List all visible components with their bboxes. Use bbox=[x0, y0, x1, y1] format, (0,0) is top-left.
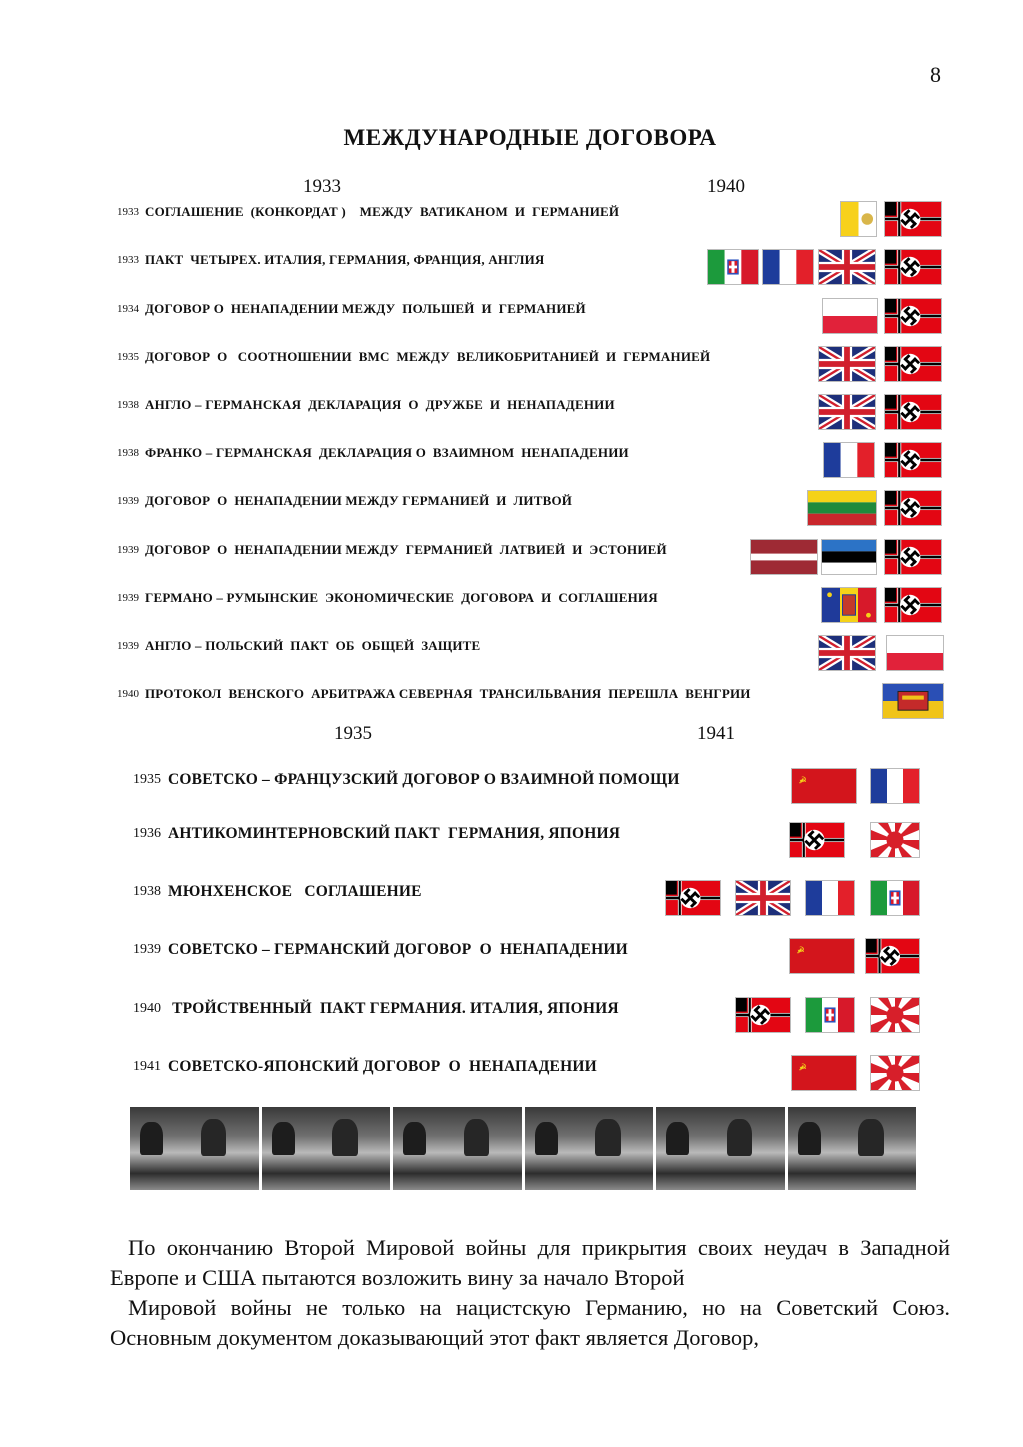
treaty-row bbox=[117, 345, 710, 369]
treaty-year: 1936 bbox=[133, 826, 161, 841]
flag-italy-icon bbox=[707, 249, 759, 285]
treaty-row bbox=[117, 200, 619, 224]
treaty-row bbox=[133, 938, 628, 962]
treaty-title: СОВЕТСКО – ГЕРМАНСКИЙ ДОГОВОР О НЕНАПАДЕНИИ bbox=[168, 941, 628, 958]
section1-year-start: 1933 bbox=[303, 176, 341, 197]
treaty-title: АНГЛО – ГЕРМАНСКАЯ ДЕКЛАРАЦИЯ О ДРУЖБЕ И НЕНАПАДЕНИИ bbox=[145, 397, 615, 412]
treaty-title: МЮНХЕНСКОЕ СОГЛАШЕНИЕ bbox=[168, 883, 422, 900]
treaty-row bbox=[117, 393, 615, 417]
flag-italy-icon bbox=[870, 880, 920, 916]
flag-nazi-germany-icon bbox=[884, 490, 942, 526]
treaty-year: 1939 bbox=[117, 495, 139, 507]
flag-uk-icon bbox=[818, 635, 876, 671]
flag-ussr-icon bbox=[789, 938, 855, 974]
treaty-year: 1935 bbox=[117, 351, 139, 363]
treaty-signing-photo bbox=[130, 1107, 259, 1190]
treaty-signing-photo bbox=[393, 1107, 522, 1190]
flag-japan-icon bbox=[870, 1055, 920, 1091]
flag-nazi-germany-icon bbox=[884, 201, 942, 237]
treaty-year: 1933 bbox=[117, 254, 139, 266]
treaty-title: ДОГОВОР О НЕНАПАДЕНИИ МЕЖДУ ГЕРМАНИЕЙ ЛАТВИЕЙ И ЭСТОНИЕЙ bbox=[145, 542, 667, 557]
treaty-title: ПРОТОКОЛ ВЕНСКОГО АРБИТРАЖА СЕВЕРНАЯ ТРАНСИЛЬВАНИЯ ПЕРЕШЛА ВЕНГРИИ bbox=[145, 686, 751, 701]
treaty-row bbox=[117, 682, 751, 706]
treaty-title: АНТИКОМИНТЕРНОВСКИЙ ПАКТ ГЕРМАНИЯ, ЯПОНИЯ bbox=[168, 825, 621, 842]
treaty-title: ГЕРМАНО – РУМЫНСКИЕ ЭКОНОМИЧЕСКИЕ ДОГОВОРА И СОГЛАШЕНИЯ bbox=[145, 590, 658, 605]
flag-latvia-icon bbox=[750, 539, 818, 575]
treaty-year: 1939 bbox=[117, 640, 139, 652]
treaty-signing-photo bbox=[788, 1107, 917, 1190]
flag-japan-icon bbox=[870, 997, 920, 1033]
page-title: МЕЖДУНАРОДНЫЕ ДОГОВОРА bbox=[343, 125, 717, 150]
body-paragraph bbox=[110, 1233, 950, 1353]
treaty-year: 1939 bbox=[117, 544, 139, 556]
flag-ussr-icon bbox=[791, 1055, 857, 1091]
treaty-signing-photo bbox=[656, 1107, 785, 1190]
svg-text:☭: ☭ bbox=[798, 1062, 807, 1074]
flag-ussr-icon bbox=[791, 768, 857, 804]
treaty-row bbox=[117, 586, 658, 610]
treaty-signing-photo bbox=[525, 1107, 654, 1190]
treaty-row bbox=[133, 1055, 597, 1079]
paragraph-line: Мировой войны не только на нацистскую Германию, но на Советский Союз. Основным документом доказывающий этот факт является Договор, bbox=[110, 1295, 950, 1350]
paragraph-line: По окончанию Второй Мировой войны для прикрытия своих неудач в Западной Европе и США пытаются возложить вину за начало Второй bbox=[110, 1235, 950, 1290]
flag-nazi-germany-icon bbox=[884, 442, 942, 478]
flag-romania-icon bbox=[821, 587, 877, 623]
flag-nazi-germany-icon bbox=[884, 298, 942, 334]
treaty-title: ДОГОВОР О СООТНОШЕНИИ ВМС МЕЖДУ ВЕЛИКОБРИТАНИЕЙ И ГЕРМАНИЕЙ bbox=[145, 349, 711, 364]
treaty-row bbox=[133, 880, 422, 904]
treaty-row bbox=[117, 248, 545, 272]
flag-france-icon bbox=[805, 880, 855, 916]
flag-transylvania-icon bbox=[882, 683, 944, 719]
flag-nazi-germany-icon bbox=[884, 539, 942, 575]
flag-nazi-germany-icon bbox=[665, 880, 721, 916]
flag-italy-icon bbox=[805, 997, 855, 1033]
treaty-year: 1938 bbox=[133, 884, 161, 899]
treaty-year: 1939 bbox=[133, 942, 161, 957]
flag-uk-icon bbox=[818, 346, 876, 382]
treaty-year: 1935 bbox=[133, 772, 161, 787]
flag-nazi-germany-icon bbox=[884, 394, 942, 430]
flag-nazi-germany-icon bbox=[884, 346, 942, 382]
flag-japan-icon bbox=[870, 822, 920, 858]
svg-text:☭: ☭ bbox=[798, 775, 807, 787]
treaty-title: ТРОЙСТВЕННЫЙ ПАКТ ГЕРМАНИЯ. ИТАЛИЯ, ЯПОНИЯ bbox=[168, 1000, 619, 1017]
flag-uk-icon bbox=[735, 880, 791, 916]
flag-estonia-icon bbox=[821, 539, 877, 575]
treaty-title: ДОГОВОР О НЕНАПАДЕНИИ МЕЖДУ ГЕРМАНИЕЙ И ЛИТВОЙ bbox=[145, 493, 573, 508]
treaty-row bbox=[117, 634, 480, 658]
flag-nazi-germany-icon bbox=[884, 587, 942, 623]
section1-year-end: 1940 bbox=[707, 176, 745, 197]
flag-lithuania-icon bbox=[807, 490, 877, 526]
treaty-year: 1934 bbox=[117, 303, 139, 315]
flag-poland-icon bbox=[886, 635, 944, 671]
treaty-row bbox=[117, 489, 572, 513]
svg-text:☭: ☭ bbox=[796, 945, 805, 957]
flag-nazi-germany-icon bbox=[865, 938, 920, 974]
flag-france-icon bbox=[870, 768, 920, 804]
treaty-row bbox=[117, 297, 586, 321]
treaty-year: 1939 bbox=[117, 592, 139, 604]
flag-france-icon bbox=[762, 249, 814, 285]
flag-nazi-germany-icon bbox=[884, 249, 942, 285]
treaty-year: 1933 bbox=[117, 206, 139, 218]
treaty-year: 1938 bbox=[117, 447, 139, 459]
page-number: 8 bbox=[930, 62, 941, 87]
treaty-title: СОВЕТСКО – ФРАНЦУЗСКИЙ ДОГОВОР О ВЗАИМНОЙ ПОМОЩИ bbox=[168, 771, 680, 788]
treaty-title: ПАКТ ЧЕТЫРЕХ. ИТАЛИЯ, ГЕРМАНИЯ, ФРАНЦИЯ, АНГЛИЯ bbox=[145, 252, 545, 267]
treaty-row bbox=[133, 768, 680, 792]
treaty-title: ДОГОВОР О НЕНАПАДЕНИИ МЕЖДУ ПОЛЬШЕЙ И ГЕРМАНИЕЙ bbox=[145, 301, 586, 316]
treaty-title: АНГЛО – ПОЛЬСКИЙ ПАКТ ОБ ОБЩЕЙ ЗАЩИТЕ bbox=[145, 638, 481, 653]
treaty-title: СОВЕТСКО-ЯПОНСКИЙ ДОГОВОР О НЕНАПАДЕНИИ bbox=[168, 1058, 597, 1075]
flag-france-icon bbox=[823, 442, 875, 478]
flag-uk-icon bbox=[818, 394, 876, 430]
photo-strip bbox=[130, 1107, 916, 1190]
treaty-year: 1941 bbox=[133, 1059, 161, 1074]
treaty-row bbox=[133, 997, 619, 1021]
section2-year-start: 1935 bbox=[334, 723, 372, 744]
treaty-year: 1940 bbox=[117, 688, 139, 700]
flag-poland-icon bbox=[822, 298, 878, 334]
treaty-row bbox=[117, 441, 629, 465]
flag-nazi-germany-icon bbox=[789, 822, 845, 858]
section2-year-end: 1941 bbox=[697, 723, 735, 744]
treaty-title: СОГЛАШЕНИЕ (КОНКОРДАТ ) МЕЖДУ ВАТИКАНОМ И ГЕРМАНИЕЙ bbox=[145, 204, 620, 219]
treaty-row bbox=[133, 822, 620, 846]
flag-vatican-icon bbox=[840, 201, 877, 237]
flag-nazi-germany-icon bbox=[735, 997, 791, 1033]
flag-uk-icon bbox=[818, 249, 876, 285]
treaty-signing-photo bbox=[262, 1107, 391, 1190]
treaty-year: 1940 bbox=[133, 1001, 161, 1016]
treaty-title: ФРАНКО – ГЕРМАНСКАЯ ДЕКЛАРАЦИЯ О ВЗАИМНОМ НЕНАПАДЕНИИ bbox=[145, 445, 629, 460]
treaty-row bbox=[117, 538, 667, 562]
treaty-year: 1938 bbox=[117, 399, 139, 411]
